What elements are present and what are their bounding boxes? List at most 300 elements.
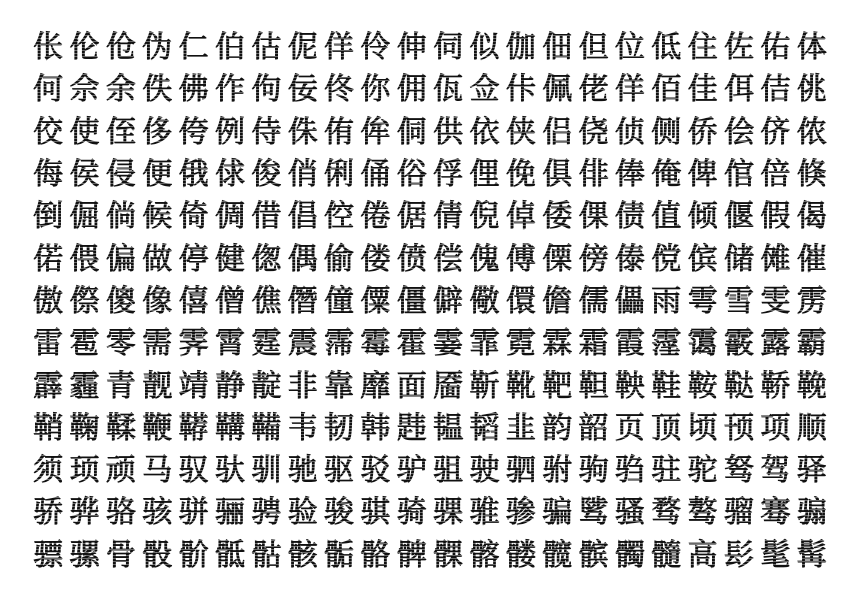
glyph-character: 借: [248, 196, 284, 238]
glyph-character: 面: [394, 366, 430, 408]
glyph-character: 侣: [539, 112, 575, 154]
glyph-character: 侑: [321, 112, 357, 154]
glyph-character: 值: [648, 196, 684, 238]
glyph-character: 依: [466, 112, 502, 154]
glyph-character: 骼: [357, 535, 393, 577]
glyph-character: 霆: [248, 323, 284, 365]
glyph-character: 倮: [575, 196, 611, 238]
glyph-character: 伽: [503, 27, 539, 69]
glyph-character: 骄: [30, 492, 66, 534]
glyph-character: 霖: [539, 323, 575, 365]
glyph-character: 霍: [394, 323, 430, 365]
glyph-character: 骜: [684, 492, 720, 534]
glyph-character: 侦: [612, 112, 648, 154]
glyph-character: 驻: [648, 450, 684, 492]
glyph-character: 俚: [466, 154, 502, 196]
glyph-row: [30, 154, 830, 196]
glyph-character: 骊: [212, 492, 248, 534]
glyph-character: 倒: [30, 196, 66, 238]
glyph-character: 骞: [757, 492, 793, 534]
glyph-character: 住: [684, 27, 720, 69]
glyph-character: 位: [612, 27, 648, 69]
glyph-character: 雳: [794, 281, 830, 323]
glyph-character: 髓: [648, 535, 684, 577]
glyph-character: 骓: [466, 492, 502, 534]
glyph-character: 雪: [721, 281, 757, 323]
glyph-character: 伶: [357, 27, 393, 69]
glyph-character: 鞋: [648, 366, 684, 408]
glyph-character: 使: [66, 112, 102, 154]
glyph-character: 鞣: [103, 408, 139, 450]
glyph-character: 顷: [684, 408, 720, 450]
glyph-character: 候: [139, 196, 175, 238]
glyph-character: 驱: [321, 450, 357, 492]
glyph-character: 靥: [430, 366, 466, 408]
glyph-character: 倚: [175, 196, 211, 238]
glyph-character: 骟: [794, 492, 830, 534]
glyph-character: 侯: [66, 154, 102, 196]
glyph-character: 驳: [357, 450, 393, 492]
glyph-character: 骝: [721, 492, 757, 534]
glyph-character: 佳: [684, 69, 720, 111]
glyph-character: 佤: [430, 69, 466, 111]
glyph-character: 佘: [66, 69, 102, 111]
glyph-character: 霞: [612, 323, 648, 365]
glyph-character: 骇: [139, 492, 175, 534]
glyph-character: 靳: [466, 366, 502, 408]
glyph-character: 傈: [539, 239, 575, 281]
glyph-character: 韩: [357, 408, 393, 450]
glyph-character: 霄: [212, 323, 248, 365]
glyph-character: 鞲: [212, 408, 248, 450]
glyph-character: 傺: [66, 281, 102, 323]
glyph-character: 驮: [212, 450, 248, 492]
glyph-row: [30, 450, 830, 492]
glyph-character: 伸: [394, 27, 430, 69]
glyph-character: 骨: [103, 535, 139, 577]
glyph-character: 驰: [285, 450, 321, 492]
glyph-character: 霾: [66, 366, 102, 408]
glyph-character: 顶: [648, 408, 684, 450]
glyph-character: 俱: [539, 154, 575, 196]
glyph-character: 静: [212, 366, 248, 408]
glyph-character: 骱: [175, 535, 211, 577]
glyph-row: [30, 365, 830, 407]
glyph-character: 霏: [466, 323, 502, 365]
glyph-character: 髅: [503, 535, 539, 577]
glyph-character: 傅: [503, 239, 539, 281]
glyph-character: 需: [139, 323, 175, 365]
glyph-character: 佐: [721, 27, 757, 69]
glyph-character: 储: [721, 239, 757, 281]
glyph-character: 靖: [175, 366, 211, 408]
glyph-character: 儋: [539, 281, 575, 323]
glyph-character: 雩: [684, 281, 720, 323]
glyph-character: 俗: [394, 154, 430, 196]
glyph-character: 霰: [721, 323, 757, 365]
glyph-character: 侄: [103, 112, 139, 154]
glyph-character: 鞯: [175, 408, 211, 450]
glyph-character: 例: [212, 112, 248, 154]
glyph-row: [30, 408, 830, 450]
glyph-character: 佚: [139, 69, 175, 111]
glyph-character: 侔: [357, 112, 393, 154]
glyph-row: [30, 69, 830, 111]
glyph-character: 侪: [757, 112, 793, 154]
glyph-character: 偏: [103, 239, 139, 281]
glyph-character: 俐: [321, 154, 357, 196]
glyph-character: 僮: [321, 281, 357, 323]
glyph-character: 何: [30, 69, 66, 111]
glyph-character: 韬: [466, 408, 502, 450]
glyph-character: 驹: [575, 450, 611, 492]
glyph-character: 偾: [394, 239, 430, 281]
glyph-character: 僬: [248, 281, 284, 323]
glyph-character: 俳: [575, 154, 611, 196]
glyph-character: 佃: [539, 27, 575, 69]
glyph-character: 霸: [794, 323, 830, 365]
glyph-character: 骅: [66, 492, 102, 534]
glyph-character: 伦: [66, 27, 102, 69]
glyph-character: 催: [794, 239, 830, 281]
glyph-character: 僧: [212, 281, 248, 323]
glyph-character: 骖: [503, 492, 539, 534]
glyph-character: 驵: [430, 450, 466, 492]
glyph-character: 靶: [539, 366, 575, 408]
glyph-character: 做: [139, 239, 175, 281]
glyph-character: 倍: [757, 154, 793, 196]
glyph-character: 偃: [721, 196, 757, 238]
glyph-character: 马: [139, 450, 175, 492]
glyph-character: 驭: [175, 450, 211, 492]
glyph-character: 雨: [648, 281, 684, 323]
glyph-character: 儆: [466, 281, 502, 323]
glyph-character: 骐: [357, 492, 393, 534]
glyph-character: 佬: [575, 69, 611, 111]
glyph-character: 佥: [466, 69, 502, 111]
glyph-character: 倡: [285, 196, 321, 238]
glyph-character: 偌: [30, 239, 66, 281]
glyph-character: 侗: [394, 112, 430, 154]
glyph-character: 髀: [394, 535, 430, 577]
glyph-character: 驷: [503, 450, 539, 492]
glyph-character: 骰: [139, 535, 175, 577]
glyph-character: 傻: [103, 281, 139, 323]
glyph-character: 佼: [30, 112, 66, 154]
glyph-character: 侮: [30, 154, 66, 196]
glyph-character: 靛: [248, 366, 284, 408]
glyph-character: 骋: [248, 492, 284, 534]
glyph-character: 霈: [321, 323, 357, 365]
glyph-character: 骛: [648, 492, 684, 534]
glyph-row: [30, 492, 830, 534]
glyph-character: 侏: [285, 112, 321, 154]
glyph-row: [30, 323, 830, 365]
glyph-character: 侧: [648, 112, 684, 154]
glyph-character: 骠: [30, 535, 66, 577]
glyph-character: 靼: [575, 366, 611, 408]
glyph-character: 傧: [684, 239, 720, 281]
glyph-character: 佴: [721, 69, 757, 111]
glyph-character: 鞴: [248, 408, 284, 450]
glyph-character: 韫: [430, 408, 466, 450]
glyph-character: 偬: [248, 239, 284, 281]
glyph-character: 髂: [466, 535, 502, 577]
glyph-character: 侨: [684, 112, 720, 154]
glyph-character: 骑: [394, 492, 430, 534]
glyph-character: 露: [757, 323, 793, 365]
glyph-character: 鞑: [721, 366, 757, 408]
glyph-character: 韵: [539, 408, 575, 450]
glyph-character: 佝: [248, 69, 284, 111]
glyph-character: 偻: [357, 239, 393, 281]
glyph-character: 霜: [575, 323, 611, 365]
glyph-character: 偷: [321, 239, 357, 281]
glyph-character: 骶: [212, 535, 248, 577]
glyph-row: [30, 281, 830, 323]
glyph-character: 韧: [321, 408, 357, 450]
glyph-character: 髦: [757, 535, 793, 577]
glyph-character: 倘: [103, 196, 139, 238]
glyph-character: 侈: [139, 112, 175, 154]
glyph-character: 霉: [357, 323, 393, 365]
glyph-character: 僻: [430, 281, 466, 323]
glyph-character: 霪: [648, 323, 684, 365]
glyph-character: 便: [139, 154, 175, 196]
glyph-character: 骆: [103, 492, 139, 534]
glyph-character: 靡: [357, 366, 393, 408]
glyph-character: 偿: [430, 239, 466, 281]
glyph-character: 供: [430, 112, 466, 154]
glyph-character: 驿: [794, 450, 830, 492]
glyph-character: 须: [30, 450, 66, 492]
glyph-character: 傣: [612, 239, 648, 281]
glyph-character: 健: [212, 239, 248, 281]
glyph-character: 佩: [539, 69, 575, 111]
glyph-character: 俊: [248, 154, 284, 196]
glyph-character: 佑: [757, 27, 793, 69]
glyph-character: 作: [212, 69, 248, 111]
glyph-character: 傍: [575, 239, 611, 281]
glyph-character: 侍: [248, 112, 284, 154]
glyph-character: 髋: [539, 535, 575, 577]
glyph-character: 骡: [66, 535, 102, 577]
glyph-character: 青: [103, 366, 139, 408]
glyph-character: 佻: [794, 69, 830, 111]
glyph-character: 倩: [430, 196, 466, 238]
glyph-character: 偎: [66, 239, 102, 281]
glyph-character: 霓: [503, 323, 539, 365]
glyph-character: 骚: [612, 492, 648, 534]
glyph-character: 侵: [103, 154, 139, 196]
glyph-character: 项: [757, 408, 793, 450]
glyph-character: 驾: [757, 450, 793, 492]
character-grid: [30, 27, 830, 577]
glyph-row: [30, 27, 830, 69]
glyph-character: 偶: [285, 239, 321, 281]
glyph-character: 骒: [430, 492, 466, 534]
glyph-character: 伲: [285, 27, 321, 69]
glyph-character: 仁: [175, 27, 211, 69]
glyph-character: 霹: [30, 366, 66, 408]
glyph-character: 似: [466, 27, 502, 69]
glyph-character: 霭: [684, 323, 720, 365]
glyph-character: 佯: [321, 27, 357, 69]
glyph-character: 但: [575, 27, 611, 69]
glyph-character: 骺: [321, 535, 357, 577]
glyph-character: 验: [285, 492, 321, 534]
glyph-character: 伯: [212, 27, 248, 69]
glyph-character: 髁: [430, 535, 466, 577]
glyph-character: 倬: [503, 196, 539, 238]
glyph-character: 倭: [539, 196, 575, 238]
glyph-character: 侥: [575, 112, 611, 154]
glyph-character: 骷: [248, 535, 284, 577]
glyph-row: [30, 535, 830, 577]
glyph-character: 骸: [285, 535, 321, 577]
glyph-character: 像: [139, 281, 175, 323]
glyph-character: 鞘: [30, 408, 66, 450]
glyph-character: 儡: [612, 281, 648, 323]
glyph-character: 俾: [684, 154, 720, 196]
glyph-character: 雹: [66, 323, 102, 365]
glyph-character: 驶: [466, 450, 502, 492]
glyph-character: 靓: [139, 366, 175, 408]
glyph-character: 雯: [757, 281, 793, 323]
glyph-character: 髌: [575, 535, 611, 577]
glyph-character: 儇: [503, 281, 539, 323]
glyph-character: 鞭: [139, 408, 175, 450]
glyph-character: 顺: [794, 408, 830, 450]
glyph-character: 倦: [357, 196, 393, 238]
glyph-character: 俑: [357, 154, 393, 196]
glyph-character: 偈: [794, 196, 830, 238]
glyph-character: 驴: [394, 450, 430, 492]
glyph-character: 驺: [612, 450, 648, 492]
glyph-character: 韭: [503, 408, 539, 450]
glyph-character: 倥: [321, 196, 357, 238]
glyph-character: 俸: [612, 154, 648, 196]
glyph-character: 佞: [285, 69, 321, 111]
glyph-character: 倌: [721, 154, 757, 196]
glyph-character: 俄: [175, 154, 211, 196]
glyph-character: 顸: [721, 408, 757, 450]
glyph-character: 靠: [321, 366, 357, 408]
glyph-character: 傩: [757, 239, 793, 281]
glyph-character: 零: [103, 323, 139, 365]
glyph-row: [30, 238, 830, 280]
glyph-character: 停: [175, 239, 211, 281]
glyph-character: 鞅: [612, 366, 648, 408]
glyph-character: 驸: [539, 450, 575, 492]
glyph-character: 侉: [175, 112, 211, 154]
glyph-character: 僳: [357, 281, 393, 323]
glyph-character: 霁: [175, 323, 211, 365]
glyph-character: 骗: [539, 492, 575, 534]
glyph-character: 靴: [503, 366, 539, 408]
glyph-character: 僵: [394, 281, 430, 323]
glyph-character: 伪: [139, 27, 175, 69]
glyph-character: 佛: [175, 69, 211, 111]
glyph-row: [30, 112, 830, 154]
glyph-character: 儒: [575, 281, 611, 323]
glyph-character: 顼: [66, 450, 102, 492]
glyph-character: 债: [612, 196, 648, 238]
glyph-character: 俘: [430, 154, 466, 196]
glyph-character: 傥: [648, 239, 684, 281]
glyph-character: 鞔: [794, 366, 830, 408]
glyph-character: 页: [612, 408, 648, 450]
glyph-character: 鞒: [757, 366, 793, 408]
glyph-character: 非: [285, 366, 321, 408]
glyph-row: [30, 196, 830, 238]
glyph-character: 驼: [684, 450, 720, 492]
glyph-character: 韦: [285, 408, 321, 450]
glyph-character: 霎: [430, 323, 466, 365]
glyph-character: 倏: [794, 154, 830, 196]
glyph-character: 伥: [30, 27, 66, 69]
glyph-character: 傲: [30, 281, 66, 323]
glyph-character: 韪: [394, 408, 430, 450]
glyph-character: 倪: [466, 196, 502, 238]
glyph-character: 侩: [721, 112, 757, 154]
glyph-character: 俏: [285, 154, 321, 196]
glyph-character: 佯: [612, 69, 648, 111]
glyph-character: 顽: [103, 450, 139, 492]
glyph-character: 俛: [503, 154, 539, 196]
glyph-character: 傀: [466, 239, 502, 281]
glyph-character: 余: [103, 69, 139, 111]
glyph-character: 倾: [684, 196, 720, 238]
glyph-character: 佟: [321, 69, 357, 111]
glyph-character: 假: [757, 196, 793, 238]
glyph-character: 佣: [394, 69, 430, 111]
glyph-character: 高: [684, 535, 720, 577]
glyph-character: 韶: [575, 408, 611, 450]
glyph-character: 鞠: [66, 408, 102, 450]
glyph-character: 雷: [30, 323, 66, 365]
glyph-character: 僖: [175, 281, 211, 323]
glyph-character: 伧: [103, 27, 139, 69]
glyph-character: 髯: [794, 535, 830, 577]
glyph-character: 你: [357, 69, 393, 111]
glyph-character: 低: [648, 27, 684, 69]
glyph-character: 伺: [430, 27, 466, 69]
glyph-character: 髟: [721, 535, 757, 577]
glyph-character: 震: [285, 323, 321, 365]
glyph-character: 倔: [66, 196, 102, 238]
glyph-character: 侬: [794, 112, 830, 154]
glyph-character: 鞍: [684, 366, 720, 408]
glyph-character: 俅: [212, 154, 248, 196]
glyph-character: 倨: [394, 196, 430, 238]
glyph-character: 髑: [612, 535, 648, 577]
glyph-character: 侠: [503, 112, 539, 154]
glyph-character: 骏: [321, 492, 357, 534]
glyph-character: 倜: [212, 196, 248, 238]
glyph-character: 骘: [575, 492, 611, 534]
glyph-character: 估: [248, 27, 284, 69]
glyph-character: 佰: [648, 69, 684, 111]
glyph-character: 佧: [503, 69, 539, 111]
glyph-character: 体: [794, 27, 830, 69]
glyph-character: 骈: [175, 492, 211, 534]
glyph-character: 僭: [285, 281, 321, 323]
glyph-character: 驽: [721, 450, 757, 492]
glyph-character: 俺: [648, 154, 684, 196]
glyph-character: 佶: [757, 69, 793, 111]
glyph-character: 驯: [248, 450, 284, 492]
